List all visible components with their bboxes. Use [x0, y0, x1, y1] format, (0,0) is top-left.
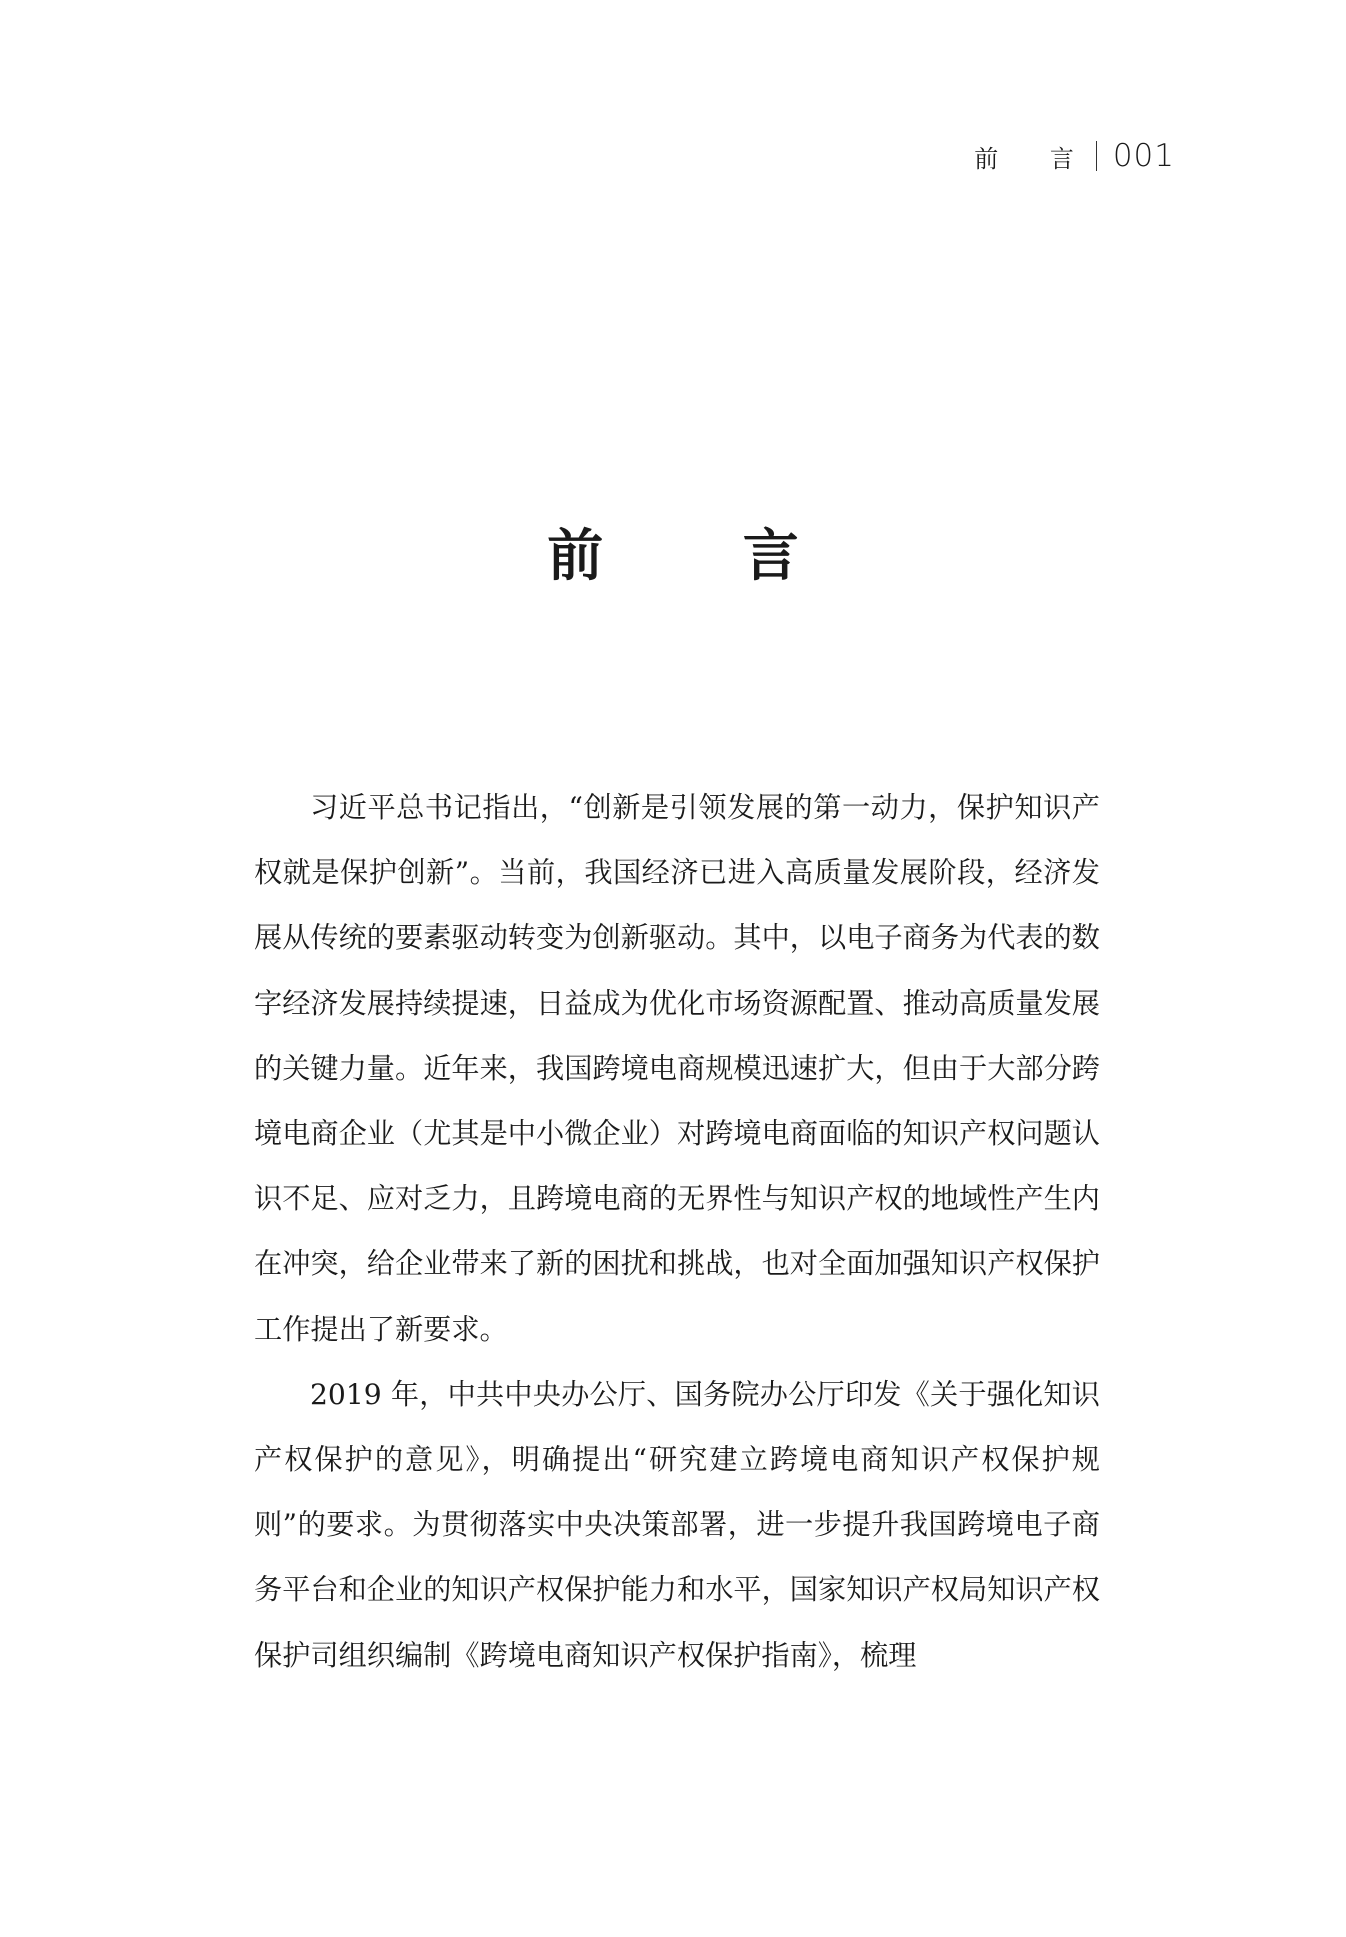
paragraph: 习近平总书记指出，“创新是引领发展的第一动力，保护知识产权就是保护创新”。当前，我国经济已进入高质量发展阶段，经济发展从传统的要素驱动转变为创新驱动。其中，以电子商务为代表的数字经济发展持续提速，日益成为优化市场资源配置、推动高质量发展的关键力量。近年来，我国跨境电商规模迅速扩大，但由于大部分跨境电商企业（尤其是中小微企业）对跨境电商面临的知识产权问题认识不足、应对乏力，且跨境电商的无界性与知识产权的地域性产生内在冲突，给企业带来了新的困扰和挑战，也对全面加强知识产权保护工作提出了新要求。: [254, 791, 1100, 1346]
chapter-title: 前 言: [547, 523, 859, 589]
running-title: 前 言: [974, 144, 1096, 173]
paragraph: 2019 年，中共中央办公厅、国务院办公厅印发《关于强化知识产权保护的意见》，明确提出“研究建立跨境电商知识产权保护规则”的要求。为贯彻落实中央决策部署，进一步提升我国跨境电子商务平台和企业的知识产权保护能力和水平，国家知识产权局知识产权保护司组织编制《跨境电商知识产权保护指南》，梳理: [254, 1377, 1100, 1672]
page-number: 001: [1112, 138, 1175, 174]
header-divider: [1096, 141, 1097, 171]
body-text: [254, 775, 1100, 1688]
running-header: [974, 136, 1175, 176]
